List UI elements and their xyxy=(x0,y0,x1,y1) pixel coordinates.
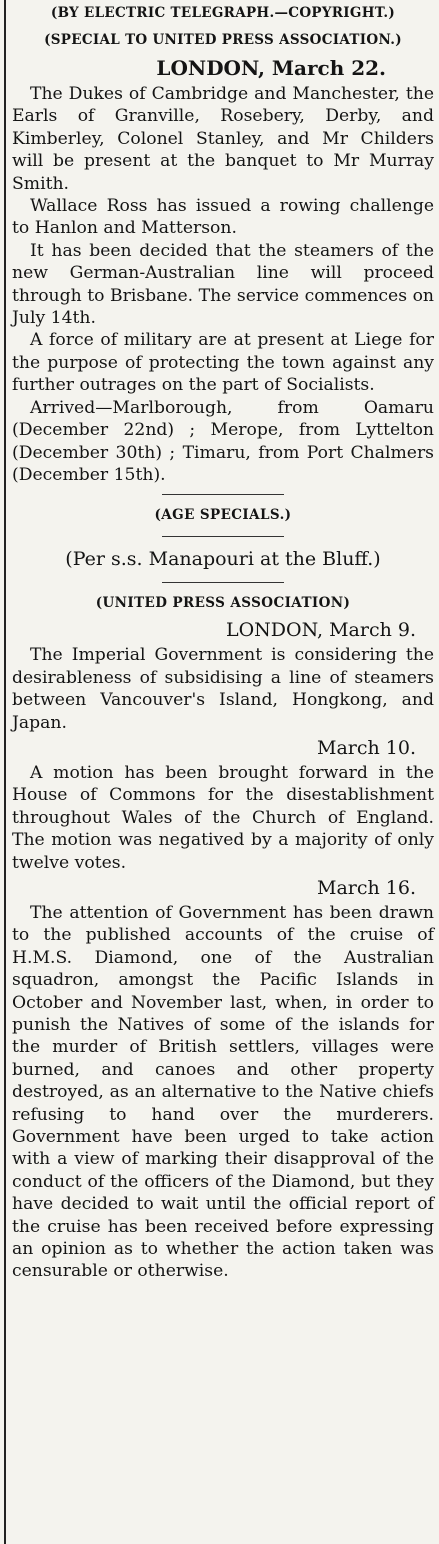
section-divider xyxy=(162,582,284,583)
section-divider xyxy=(162,494,284,495)
age-specials-heading: (AGE SPECIALS.) xyxy=(154,507,292,524)
per-steamer-line: (Per s.s. Manapouri at the Bluff.) xyxy=(65,548,381,571)
article-paragraph: The Dukes of Cambridge and Manchester, the Earls of Granville, Rosebery, Derby, and Kimberley, Colonel Stanley, and Mr Childers will be present at the banquet to Mr Murray Smith. xyxy=(12,84,434,194)
article-paragraph: A motion has been brought forward in the House of Commons for the disestablishment throughout Wales of the Church of England. The motion was negatived by a majority of only twelve votes. xyxy=(12,762,434,873)
article-paragraph: The attention of Government has been drawn to the published accounts of the cruise of H.M.S. Diamond, one of the Australian squadron, amongst the Pacific Islands in October and November last, when, in order to punish the Natives of some of the islands for the murder of British settlers, villages were burned, and canoes and other property destroyed, as an alternative to the Native chiefs refusing to hand over the murderers. Government have been urged to take action with a view of marking their disapproval of the conduct of the officers of the Diamond, but they have decided to wait until the official report of the cruise has been received before expressing an opinion as to whether the action taken was censurable or otherwise. xyxy=(12,902,434,1282)
article-paragraph: It has been decided that the steamers of the new German-Australian line will proceed through to Brisbane. The service commences on July 14th. xyxy=(12,240,434,329)
london-dateline: LONDON, March 22. xyxy=(156,56,386,80)
column-rule xyxy=(4,0,6,1544)
date-march-10: March 10. xyxy=(317,736,416,759)
article-paragraph: A force of military are at present at Liege for the purpose of protecting the town against any further outrages on the part of Socialists. xyxy=(12,330,434,396)
telegraph-header: (BY ELECTRIC TELEGRAPH.—COPYRIGHT.) xyxy=(50,5,396,21)
date-march-16: March 16. xyxy=(317,876,416,899)
press-association-header: (SPECIAL TO UNITED PRESS ASSOCIATION.) xyxy=(44,32,402,48)
london-dateline-2: LONDON, March 9. xyxy=(225,619,416,642)
newspaper-column xyxy=(12,0,434,1283)
article-paragraph: Wallace Ross has issued a rowing challenge to Hanlon and Matterson. xyxy=(12,196,434,239)
article-paragraph: The Imperial Government is considering the desirableness of subsidising a line of steamers between Vancouver's Island, Hongkong, and Japan. xyxy=(12,645,434,733)
association-heading: (UNITED PRESS ASSOCIATION) xyxy=(95,595,351,612)
section-divider xyxy=(162,536,284,537)
article-paragraph: Arrived—Marlborough, from Oamaru (December 22nd) ; Merope, from Lyttelton (December 30th) ; Timaru, from Port Chalmers (December 15th). xyxy=(12,397,434,485)
